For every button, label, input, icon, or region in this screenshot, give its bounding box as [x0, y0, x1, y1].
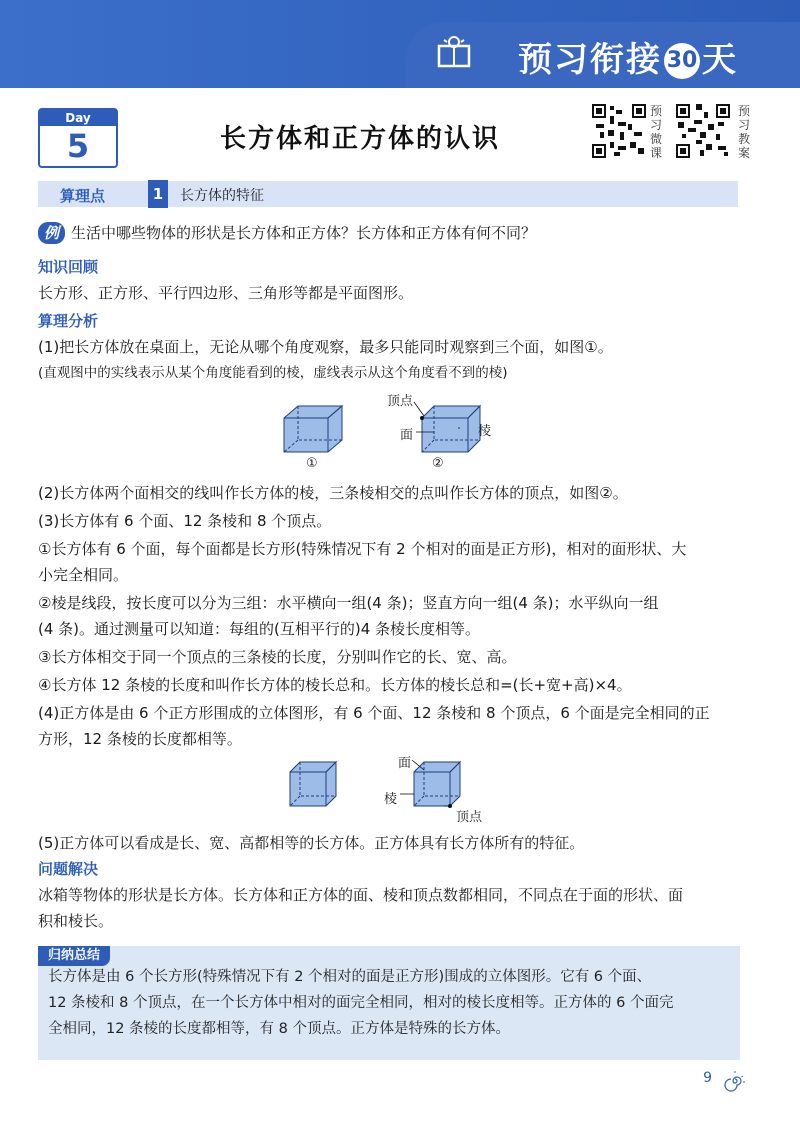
- spiral-decoration-icon: [724, 1070, 746, 1092]
- day-label: Day: [40, 110, 116, 126]
- analysis-p3-c: ③长方体相交于同一个顶点的三条棱的长度，分别叫作它的长、宽、高。: [38, 648, 517, 666]
- solution-line1: 冰箱等物体的形状是长方体。长方体和正方体的面、棱和顶点数都相同，不同点在于面的形状、面: [38, 886, 684, 904]
- analysis-p3-d: ④长方体 12 条棱的长度和叫作长方体的棱长总和。长方体的棱长总和=(长+宽+高)×4。: [38, 676, 632, 694]
- page-number: 9: [703, 1070, 712, 1086]
- solution-line2: 积和棱长。: [38, 912, 114, 930]
- summary-box: [38, 946, 740, 1060]
- day-number: 5: [66, 127, 90, 165]
- series-title: 预习衔接 30 天: [518, 40, 738, 80]
- figure-1-caption: ①: [306, 456, 318, 471]
- solution-heading: 问题解决: [38, 860, 99, 878]
- section-subtitle: 长方体的特征: [180, 188, 264, 204]
- qr-code-lesson-plan[interactable]: [676, 104, 730, 158]
- analysis-p4-line1: (4)正方体是由 6 个正方形围成的立体图形，有 6 个面、12 条棱和 8 个顶点，6 个面是完全相同的正: [38, 704, 710, 722]
- day-badge: [38, 108, 118, 168]
- analysis-p2: (2)长方体两个面相交的线叫作长方体的棱，三条棱相交的点叫作长方体的顶点，如图②。: [38, 484, 628, 502]
- figure-2-label-face: 面: [400, 428, 414, 443]
- cube-figure-1: [288, 760, 338, 810]
- header-banner: [0, 0, 800, 88]
- analysis-p3-a1: ①长方体有 6 个面，每个面都是长方形(特殊情况下有 2 个相对的面是正方形)，相对的面形状、大: [38, 540, 687, 558]
- example-badge: 例: [38, 222, 65, 244]
- analysis-p3-b2: (4 条)。通过测量可以知道：每组的(互相平行的)4 条棱长度相等。: [38, 620, 481, 638]
- summary-line3: 全相同，12 条棱的长度都相等，有 8 个顶点。正方体是特殊的长方体。: [48, 1021, 511, 1037]
- section-header: [38, 181, 738, 207]
- analysis-p3-b1: ②棱是线段，按长度可以分为三组：水平横向一组(4 条)；竖直方向一组(4 条)；水平纵向一组: [38, 594, 659, 612]
- qr-code-micro-lesson[interactable]: [592, 104, 646, 158]
- qr-label-micro-lesson: 预 习 微 课: [650, 104, 663, 160]
- book-lightbulb-icon: [436, 34, 472, 70]
- analysis-heading: 算理分析: [38, 312, 99, 330]
- section-number: 1: [148, 180, 168, 208]
- qr-label-lesson-plan: 预 习 教 案: [738, 104, 751, 160]
- analysis-p3-a2: 小完全相同。: [38, 566, 129, 584]
- summary-line2: 12 条棱和 8 个顶点，在一个长方体中相对的面完全相同，相对的棱长度相等。正方体的 6 个面完: [48, 995, 674, 1011]
- knowledge-review-heading: 知识回顾: [38, 258, 99, 276]
- analysis-p5: (5)正方体可以看成是长、宽、高都相等的长方体。正方体具有长方体所有的特征。: [38, 834, 585, 852]
- figure-4-label-edge: 棱: [384, 792, 398, 807]
- figure-2-caption: ②: [432, 456, 444, 471]
- page-title: 长方体和正方体的认识: [220, 124, 501, 154]
- series-number-badge: 30: [664, 43, 700, 79]
- analysis-p1-note: (直观图中的实线表示从某个角度能看到的棱，虚线表示从这个角度看不到的棱): [38, 365, 508, 381]
- analysis-p4-line2: 方形，12 条棱的长度都相等。: [38, 730, 242, 748]
- knowledge-review-text: 长方形、正方形、平行四边形、三角形等都是平面图形。: [38, 284, 414, 302]
- section-name: 算理点: [60, 187, 106, 205]
- figure-2-label-edge: 棱: [478, 424, 492, 439]
- example-question: 例 生活中哪些物体的形状是长方体和正方体？长方体和正方体有何不同？: [38, 222, 536, 244]
- figure-4-label-vertex: 顶点: [456, 810, 483, 825]
- analysis-p3: (3)长方体有 6 个面、12 条棱和 8 个顶点。: [38, 512, 332, 530]
- analysis-p1: (1)把长方体放在桌面上，无论从哪个角度观察，最多只能同时观察到三个面，如图①。: [38, 338, 613, 356]
- summary-line1: 长方体是由 6 个长方形(特殊情况下有 2 个相对的面是正方形)围成的立体图形。它有 6 个面、: [48, 969, 652, 985]
- figure-2-label-vertex: 顶点: [387, 394, 414, 409]
- summary-tag: 归纳总结: [38, 946, 110, 966]
- figure-4-label-face: 面: [398, 756, 412, 771]
- cuboid-figure-1: [282, 402, 344, 456]
